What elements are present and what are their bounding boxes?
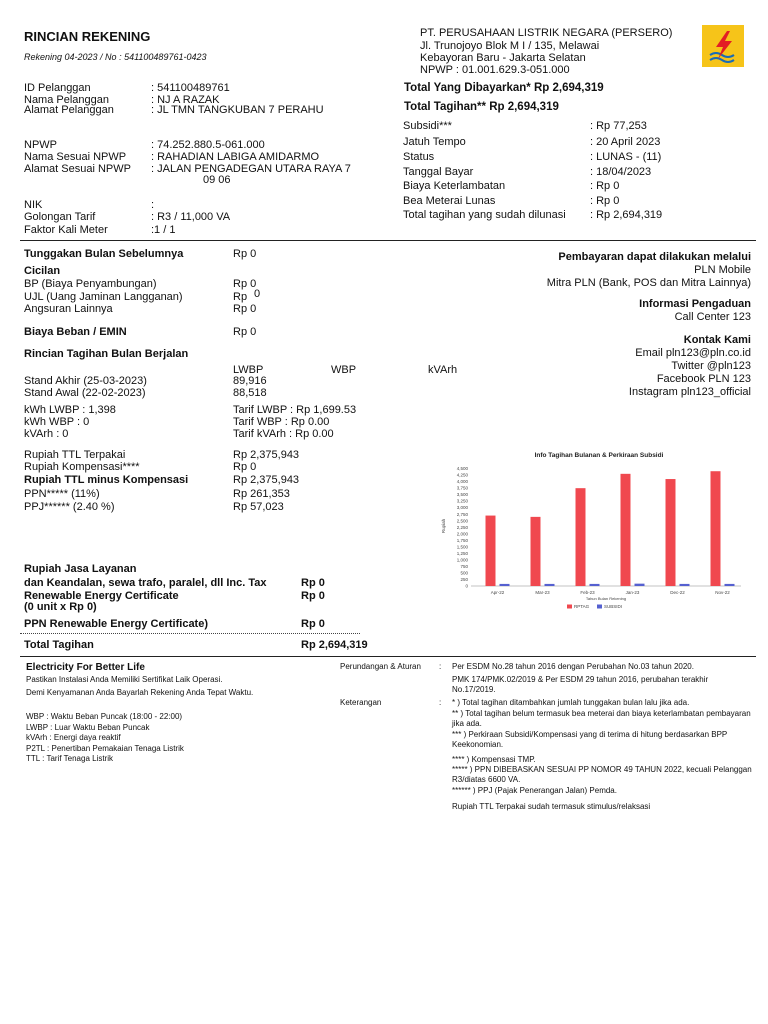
beban-label: Biaya Beban / EMIN [24, 326, 127, 338]
note-item: Rupiah TTL Terpakai sudah termasuk stimulus/relaksasi [452, 802, 651, 811]
tarif-lwbp: Tarif LWBP : Rp 1,699.53 [233, 404, 357, 416]
note-item: *** ) Perkiraan Subsidi/Kompensasi yang di terima di hitung berdasarkan BPP Keekonomian. [452, 730, 728, 749]
regulation-1: Per ESDM No.28 tahun 2016 dengan Perubahan No.03 tahun 2020. [452, 662, 694, 671]
customer-field-label: Faktor Kali Meter [24, 224, 108, 236]
x-tick-label: Mar-23 [535, 590, 550, 595]
bar-rptag [711, 471, 721, 586]
customer-field-value: : RAHADIAN LABIGA AMIDARMO [151, 151, 320, 163]
rec-label: Renewable Energy Certificate [24, 590, 179, 602]
y-tick-label: 0 [465, 583, 468, 589]
notes-colon: : [439, 698, 442, 707]
y-tick-label: 4,250 [456, 472, 468, 478]
bar-rptag [486, 516, 496, 586]
company-address-1: Jl. Trunojoyo Blok M I / 135, Melawai [420, 40, 600, 52]
x-tick-label: Jan-23 [625, 590, 640, 595]
payment-title: Pembayaran dapat dilakukan melalui [558, 251, 751, 263]
contact-facebook: Facebook PLN 123 [656, 373, 751, 385]
ujl-amount: 0 [254, 288, 261, 300]
page-title: RINCIAN REKENING [24, 29, 151, 44]
legend-item: kVArh : Energi daya reaktif [26, 733, 121, 742]
contact-twitter: Twitter @pln123 [671, 360, 751, 372]
customer-field-value: :1 / 1 [151, 224, 176, 236]
customer-field-label: Alamat Pelanggan [24, 104, 114, 116]
ppn-label: PPN***** (11%) [24, 488, 100, 500]
customer-field-value: : 541100489761 [151, 82, 230, 94]
note-item: ***** ) PPN DIBEBASKAN SESUAI PP NOMOR 49 TAHUN 2022, kecuali Pelanggan R3/diatas 6600 VA. [452, 765, 752, 784]
y-tick-label: 1,000 [456, 557, 468, 563]
bar-subsidi [590, 584, 600, 586]
summary-label: Tanggal Bayar [403, 166, 474, 178]
kompensasi-label: Rupiah Kompensasi**** [24, 461, 140, 473]
summary-label: Subsidi*** [403, 120, 452, 132]
divider [20, 240, 756, 241]
ttl-minus-value: Rp 2,375,943 [233, 474, 300, 486]
ppn-rec-label: PPN Renewable Energy Certificate) [24, 618, 209, 630]
customer-field-label: ID Pelanggan [24, 82, 91, 94]
customer-field-label: Golongan Tarif [24, 211, 96, 223]
bar-subsidi [635, 584, 645, 586]
regulation-2: PMK 174/PMK.02/2019 & Per ESDM 29 tahun 2016, perubahan terakhir No.17/2019. [452, 675, 709, 694]
kompensasi-value: Rp 0 [233, 461, 257, 473]
stand-awal-value: 88,518 [233, 387, 267, 399]
summary-label: Status [403, 151, 435, 163]
summary-value: : 18/04/2023 [590, 166, 652, 178]
customer-field-value: : JALAN PENGADEGAN UTARA RAYA 7 [151, 163, 351, 175]
summary-label: Total tagihan yang sudah dilunasi [403, 209, 566, 221]
ujl-value: Rp [233, 291, 248, 303]
legend-swatch-subsidi [597, 605, 602, 609]
y-tick-label: 2,750 [456, 511, 468, 517]
chart-title: Info Tagihan Bulanan & Perkiraan Subsidi [534, 452, 664, 459]
tarif-wbp: Tarif WBP : Rp 0.00 [233, 416, 330, 428]
ppn-value: Rp 261,353 [233, 488, 290, 500]
bar-subsidi [725, 584, 735, 586]
bar-rptag [621, 474, 631, 586]
footer-line-2: Demi Kenyamanan Anda Bayarlah Rekening Anda Tepat Waktu. [26, 688, 254, 697]
beban-value: Rp 0 [233, 326, 257, 338]
col-wbp: WBP [331, 364, 357, 376]
angsuran-label: Angsuran Lainnya [24, 303, 113, 315]
regulation-label: Perundangan & Aturan [340, 662, 421, 671]
contact-email: Email pln123@pln.co.id [635, 347, 751, 359]
kvarh-value: kVArh : 0 [24, 428, 69, 440]
x-tick-label: Nov-22 [715, 590, 730, 595]
y-tick-label: 250 [460, 576, 468, 582]
notes-label: Keterangan [340, 698, 382, 707]
x-tick-label: Dec-22 [670, 590, 685, 595]
cicilan-label: Cicilan [24, 265, 61, 277]
call-center: Call Center 123 [674, 311, 751, 323]
bar-rptag [531, 517, 541, 586]
rec-unit: (0 unit x Rp 0) [24, 601, 97, 613]
y-tick-label: 750 [460, 563, 468, 569]
legend-item: WBP : Waktu Beban Puncak (18:00 - 22:00) [26, 712, 183, 721]
keandalan-label: dan Keandalan, sewa trafo, paralel, dll Inc. Tax [24, 577, 267, 589]
x-tick-label: Feb-23 [580, 590, 595, 595]
tarif-kvarh: Tarif kVArh : Rp 0.00 [233, 428, 334, 440]
y-tick-label: 500 [460, 570, 468, 576]
summary-label: Biaya Keterlambatan [403, 180, 506, 192]
summary-value: : LUNAS - (11) [590, 151, 662, 163]
legend-label-subsidi: SUBSIDI [604, 604, 623, 609]
slogan: Electricity For Better Life [26, 662, 145, 673]
y-tick-label: 1,750 [456, 537, 468, 543]
contact-title: Kontak Kami [683, 334, 751, 346]
stand-akhir-value: 89,916 [233, 375, 267, 387]
dotted-divider [20, 633, 360, 634]
legend-item: TTL : Tarif Tenaga Listrik [26, 754, 113, 763]
customer-field-value: 09 06 [203, 174, 231, 186]
total-bill: Total Tagihan** Rp 2,694,319 [404, 101, 559, 113]
y-tick-label: 1,250 [456, 550, 468, 556]
contact-instagram: Instagram pln123_official [628, 386, 751, 398]
legend-swatch-rptag [567, 605, 572, 609]
payment-mitra: Mitra PLN (Bank, POS dan Mitra Lainnya) [546, 277, 751, 289]
customer-field-value: : JL TMN TANGKUBAN 7 PERAHU [151, 104, 324, 116]
customer-field-value: : [151, 199, 155, 211]
summary-label: Bea Meterai Lunas [403, 195, 496, 207]
rec-value: Rp 0 [301, 590, 325, 602]
legend-label-rptag: RPTAG [574, 604, 590, 609]
bar-subsidi [545, 584, 555, 586]
customer-field-label: NIK [24, 199, 43, 211]
y-tick-label: 3,750 [456, 485, 468, 491]
customer-field-label: Alamat Sesuai NPWP [24, 163, 131, 175]
stand-awal-label: Stand Awal (22-02-2023) [24, 387, 146, 399]
complaint-title: Informasi Pengaduan [639, 298, 751, 310]
ujl-label: UJL (Uang Jaminan Langganan) [24, 291, 183, 303]
regulation-colon: : [439, 662, 442, 671]
summary-value: : Rp 0 [590, 195, 620, 207]
company-address-2: Kebayoran Baru - Jakarta Selatan [420, 52, 586, 64]
note-item: **** ) Kompensasi TMP. [452, 755, 536, 764]
note-item: ** ) Total tagihan belum termasuk bea meterai dan biaya keterlambatan pembayaran jika ada. [452, 709, 751, 728]
customer-field-label: Nama Pelanggan [24, 94, 110, 106]
ppj-value: Rp 57,023 [233, 501, 284, 513]
summary-value: : Rp 0 [590, 180, 620, 192]
summary-label: Jatuh Tempo [403, 136, 466, 148]
y-tick-label: 2,250 [456, 524, 468, 530]
keandalan-value: Rp 0 [301, 577, 325, 589]
ttl-minus-label: Rupiah TTL minus Kompensasi [24, 474, 189, 486]
note-item: * ) Total tagihan ditambahkan jumlah tunggakan bulan lalu jika ada. [452, 698, 690, 707]
billing-chart [437, 448, 761, 618]
y-tick-label: 4,500 [456, 466, 468, 472]
bill-number: Rekening 04-2023 / No : 541100489761-0423 [24, 52, 207, 62]
bar-subsidi [500, 584, 510, 586]
x-axis-label: Tahun Bulan Rekening [585, 596, 627, 601]
company-name: PT. PERUSAHAAN LISTRIK NEGARA (PERSERO) [420, 27, 673, 39]
total-tagihan-value: Rp 2,694,319 [301, 639, 368, 651]
y-tick-label: 4,000 [456, 479, 468, 485]
bp-label: BP (Biaya Penyambungan) [24, 278, 157, 290]
stand-akhir-label: Stand Akhir (25-03-2023) [24, 375, 147, 387]
summary-value: : Rp 2,694,319 [590, 209, 663, 221]
angsuran-value: Rp 0 [233, 303, 257, 315]
x-tick-label: Apr-22 [490, 590, 505, 595]
customer-field-value: : R3 / 11,000 VA [151, 211, 231, 223]
divider [20, 656, 756, 657]
total-paid: Total Yang Dibayarkan* Rp 2,694,319 [404, 82, 604, 94]
footer-line-1: Pastikan Instalasi Anda Memiliki Sertifikat Laik Operasi. [26, 675, 223, 684]
customer-field-value: : 74.252.880.5-061.000 [151, 139, 265, 151]
legend-item: P2TL : Penertiban Pemakaian Tenaga Listrik [26, 743, 184, 753]
jasa-label: Rupiah Jasa Layanan [24, 563, 137, 575]
rincian-title: Rincian Tagihan Bulan Berjalan [24, 348, 189, 360]
bar-rptag [576, 488, 586, 586]
customer-field-label: NPWP [24, 139, 57, 151]
kwh-lwbp: kWh LWBP : 1,398 [24, 404, 116, 416]
ppj-label: PPJ****** (2.40 %) [24, 501, 115, 513]
note-item: ****** ) PPJ (Pajak Penerangan Jalan) Pemda. [452, 786, 617, 795]
bp-value: Rp 0 [233, 278, 257, 290]
col-kvarh: kVArh [428, 364, 458, 376]
ppn-rec-value: Rp 0 [301, 618, 325, 630]
pln-logo [702, 25, 744, 67]
y-tick-label: 3,250 [456, 498, 468, 504]
total-tagihan-label: Total Tagihan [24, 639, 94, 651]
y-tick-label: 3,500 [456, 492, 468, 498]
col-lwbp: LWBP [233, 364, 264, 376]
company-npwp: NPWP : 01.001.629.3-051.000 [420, 64, 570, 76]
y-tick-label: 1,500 [456, 544, 468, 550]
customer-field-value: : NJ A RAZAK [151, 94, 220, 106]
tunggakan-value: Rp 0 [233, 248, 257, 260]
bar-subsidi [680, 584, 690, 586]
y-tick-label: 3,000 [456, 505, 468, 511]
summary-value: : Rp 77,253 [590, 120, 647, 132]
kwh-wbp: kWh WBP : 0 [24, 416, 90, 428]
y-axis-label: Rupiah [441, 518, 446, 534]
tunggakan-label: Tunggakan Bulan Sebelumnya [24, 248, 184, 260]
y-tick-label: 2,000 [456, 531, 468, 537]
payment-pln-mobile: PLN Mobile [694, 264, 751, 276]
customer-field-label: Nama Sesuai NPWP [24, 151, 127, 163]
ttl-value: Rp 2,375,943 [233, 449, 300, 461]
legend-item: LWBP : Luar Waktu Beban Puncak [26, 722, 150, 732]
y-tick-label: 2,500 [456, 518, 468, 524]
summary-value: : 20 April 2023 [590, 136, 661, 148]
ttl-label: Rupiah TTL Terpakai [24, 449, 126, 461]
bar-rptag [666, 479, 676, 586]
